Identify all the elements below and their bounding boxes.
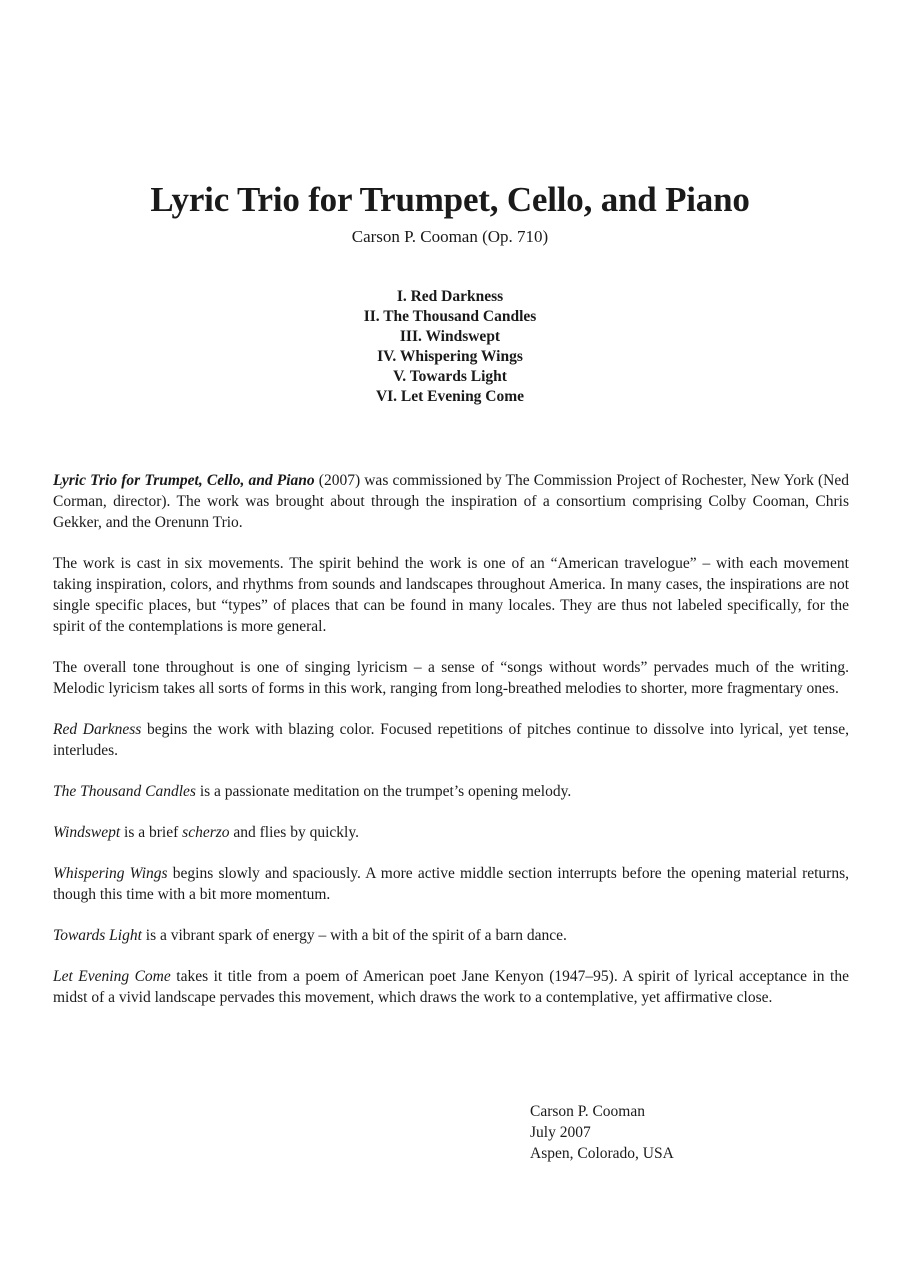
- paragraph-text: is a vibrant spark of energy – with a bit of the spirit of a barn dance.: [141, 927, 567, 944]
- movement-name-italic: The Thousand Candles: [53, 783, 196, 800]
- signature-place: Aspen, Colorado, USA: [530, 1145, 674, 1162]
- paragraph-commission: [53, 470, 849, 533]
- paragraph-text: begins the work with blazing color. Focused repetitions of pitches continue to dissolve into lyrical, yet tense, interludes.: [53, 721, 849, 759]
- paragraph-movement-1: [53, 719, 849, 761]
- paragraph-text: is a passionate meditation on the trumpet’s opening melody.: [195, 783, 572, 800]
- paragraph-text: The work is cast in six movements. The spirit behind the work is one of an “American travelogue” – with each movement taking inspiration, colors, and rhythms from sounds and landscapes throughout America. In many cases, the inspirations are not single specific places, but “types” of places that can be found in many locales. They are thus not labeled specifically, for the spirit of the contemplations is more general.: [53, 555, 849, 635]
- paragraph-movement-2: [53, 781, 849, 802]
- movement-item: III. Windswept: [399, 328, 501, 345]
- paragraph-text: takes it title from a poem of American poet Jane Kenyon (1947–95). A spirit of lyrical acceptance in the midst of a vivid landscape pervades this movement, which draws the work to a contemplative, yet affirmative close.: [53, 968, 849, 1006]
- paragraph-text: The overall tone throughout is one of singing lyricism – a sense of “songs without words” pervades much of the writing. Melodic lyricism takes all sorts of forms in this work, ranging from long-breathed melodies to shorter, more fragmentary ones.: [53, 659, 849, 697]
- paragraph-movement-3: [53, 822, 849, 843]
- movement-name-italic: Red Darkness: [53, 721, 142, 738]
- signature-name: Carson P. Cooman: [530, 1103, 645, 1120]
- paragraph-text: is a brief: [120, 824, 183, 841]
- paragraph-text: and flies by quickly.: [229, 824, 359, 841]
- work-title-italic: Lyric Trio for Trumpet, Cello, and Piano: [53, 472, 315, 489]
- composer-line: Carson P. Cooman (Op. 710): [351, 227, 549, 246]
- term-italic: scherzo: [182, 824, 230, 841]
- paragraph-movement-4: [53, 863, 849, 905]
- movement-item: V. Towards Light: [393, 368, 507, 385]
- program-notes: [53, 470, 849, 1028]
- paragraph-tone: [53, 657, 849, 699]
- movement-list: [0, 287, 900, 407]
- movement-item: I. Red Darkness: [396, 288, 504, 305]
- paragraph-movement-5: [53, 925, 849, 946]
- movement-name-italic: Towards Light: [53, 927, 142, 944]
- movement-item: II. The Thousand Candles: [363, 308, 537, 325]
- signature-date: July 2007: [530, 1124, 591, 1141]
- movement-name-italic: Let Evening Come: [53, 968, 171, 985]
- movement-name-italic: Windswept: [53, 824, 121, 841]
- paragraph-structure: [53, 553, 849, 637]
- movement-name-italic: Whispering Wings: [53, 865, 168, 882]
- document-title: Lyric Trio for Trumpet, Cello, and Piano: [150, 180, 750, 219]
- paragraph-text: begins slowly and spaciously. A more active middle section interrupts before the opening material returns, though this time with a bit more momentum.: [53, 865, 849, 903]
- movement-item: IV. Whispering Wings: [377, 348, 523, 365]
- movement-item: VI. Let Evening Come: [375, 388, 525, 405]
- signature-block: [530, 1101, 674, 1164]
- paragraph-text: (2007) was commissioned by The Commission Project of Rochester, New York (Ned Corman, director). The work was brought about through the inspiration of a consortium comprising Colby Cooman, Chris Gekker, and the Orenunn Trio.: [53, 472, 849, 531]
- paragraph-movement-6: [53, 966, 849, 1008]
